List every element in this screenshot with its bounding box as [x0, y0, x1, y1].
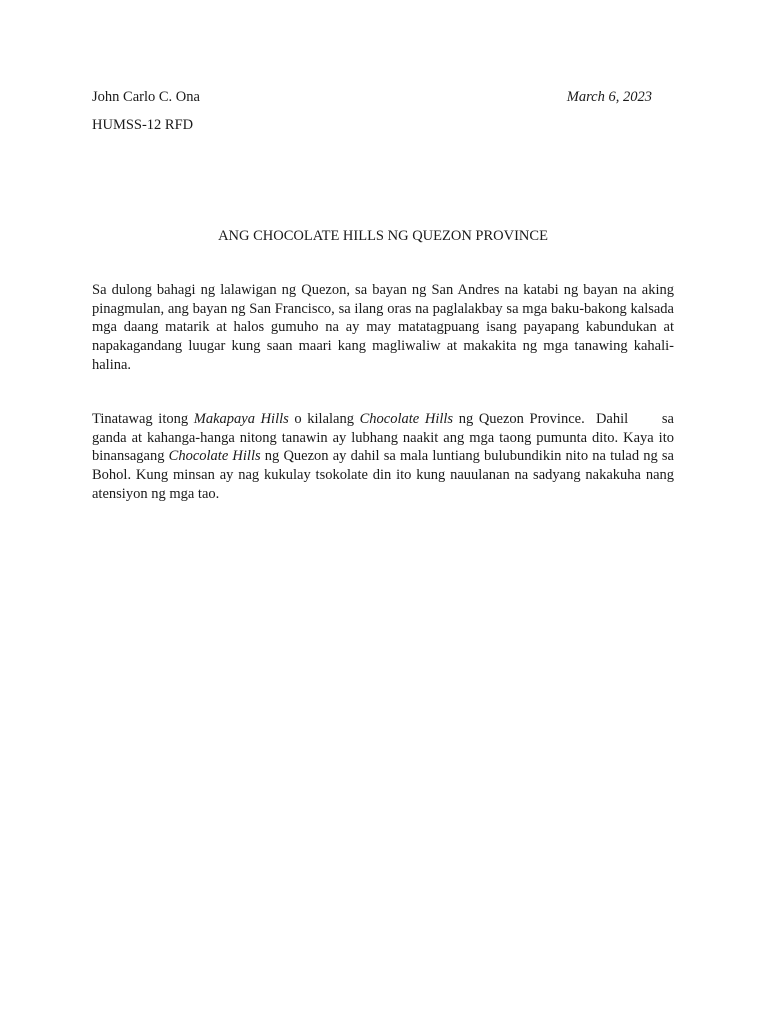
paragraph-2-text: Tinatawag itong [92, 411, 194, 427]
paragraph-2-text: ng Quezon ay dahil sa mala luntiang bulubundikin nito na tulad ng sa Bohol. Kung minsan ay nag kukulay tsokolate din ito kung nauulanan na sadyang nakakuha nang atensiyon ng mga tao. [92, 448, 674, 502]
paragraph-2 [92, 410, 678, 504]
paragraph-2-text: o kilalang [288, 411, 360, 427]
paragraph-2-text: ng Quezon Province. Dahil sa ganda at kahanga-hanga nitong tanawin ay lubhang naakit ang mga taong pumunta dito. Kaya ito binansagang [92, 411, 678, 465]
header-row [92, 87, 652, 107]
paragraph-1: Sa dulong bahagi ng lalawigan ng Quezon, sa bayan ng San Andres na katabi ng bayan na aking pinagmulan, ang bayan ng San Francisco, sa ilang oras na paglalakbay sa mga baku-bakong kalsada mga daang matarik at halos gumuho na ay may matatagpuang isang payapang kabundukan at napakagandang luugar kung saan maari kang magliwaliw at makakita ng mga tanawing kahali-halina. [92, 282, 674, 373]
paragraph-2-italic: Chocolate Hills [359, 411, 454, 427]
author-name: John Carlo C. Ona [92, 89, 200, 105]
class-section: HUMSS-12 RFD [92, 117, 194, 133]
essay-title: ANG CHOCOLATE HILLS NG QUEZON PROVINCE [218, 228, 548, 244]
paragraph-2-italic: Chocolate Hills [168, 448, 261, 465]
document-date: March 6, 2023 [566, 89, 652, 105]
paragraph-2-italic: Makapaya Hills [193, 411, 289, 427]
